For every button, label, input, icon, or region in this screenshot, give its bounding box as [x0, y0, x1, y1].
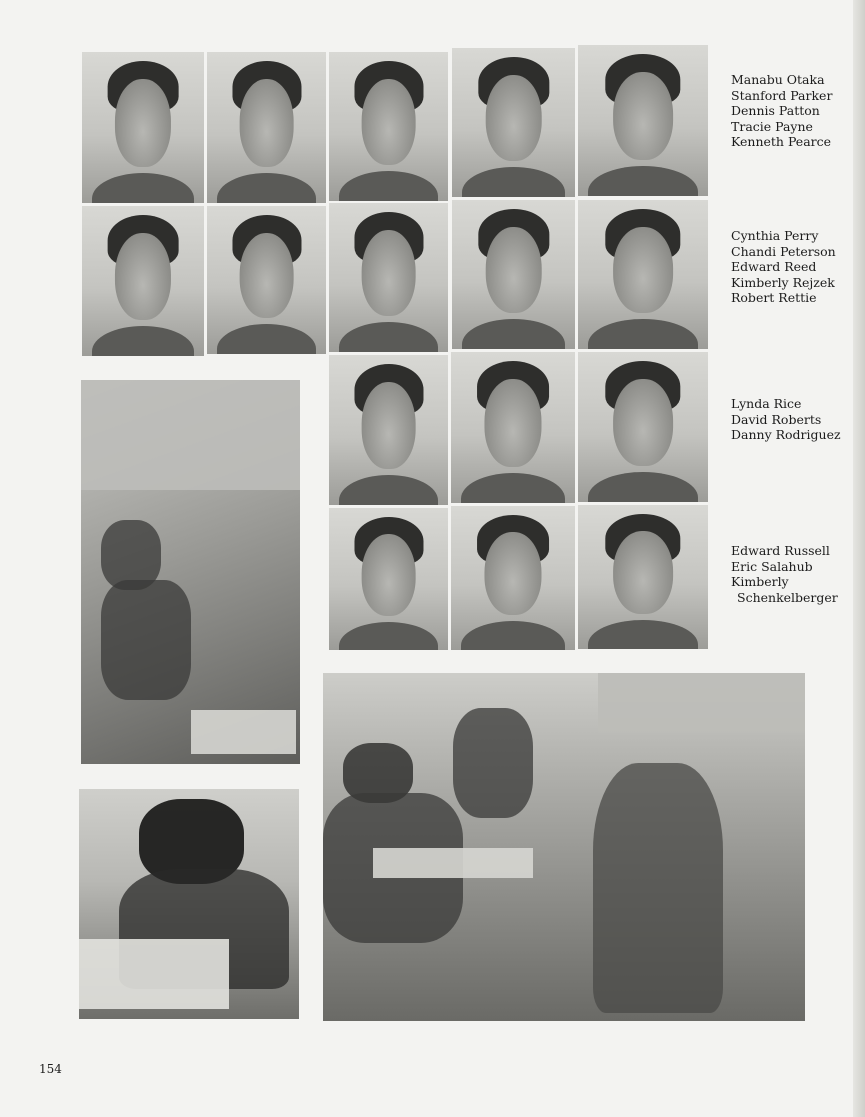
portrait-tracie-payne — [452, 48, 575, 197]
portrait-kenneth-pearce — [578, 45, 708, 196]
student-name: Danny Rodriguez — [731, 427, 841, 442]
classroom-candid-photo-large — [323, 673, 805, 1021]
portrait-robert-rettie — [578, 200, 708, 349]
student-name: Tracie Payne — [731, 118, 813, 134]
student-name: David Roberts — [731, 411, 822, 427]
name-list-row-1 — [731, 72, 832, 150]
page-number: 154 — [39, 1062, 62, 1076]
portrait-kimberly-rejzek — [452, 200, 575, 349]
student-name: Kimberly — [731, 574, 789, 589]
student-name: Eric Salahub — [731, 558, 813, 574]
student-name: Edward Russell — [731, 543, 830, 558]
portrait-edward-reed — [329, 203, 448, 352]
page-edge — [853, 0, 865, 1117]
student-name: Stanford Parker — [731, 87, 833, 103]
name-list-row-3 — [731, 396, 841, 443]
student-name: Robert Rettie — [731, 290, 817, 305]
student-name: Lynda Rice — [731, 396, 802, 411]
student-reading-candid-photo — [79, 789, 299, 1019]
name-list-row-4 — [731, 543, 838, 605]
portrait-david-roberts — [451, 352, 575, 503]
student-name: Edward Reed — [731, 259, 817, 274]
student-name: Chandi Peterson — [731, 243, 836, 259]
portrait-lynda-rice — [329, 355, 448, 505]
student-name: Kenneth Pearce — [731, 134, 832, 149]
student-name: Schenkelberger — [737, 589, 838, 605]
portrait-kimberly-schenkelberger — [578, 505, 708, 649]
student-name: Manabu Otaka — [731, 72, 825, 87]
portrait-edward-russell — [329, 508, 448, 650]
classroom-candid-photo-left — [81, 380, 300, 764]
student-name: Kimberly Rejzek — [731, 274, 835, 290]
portrait-cynthia-perry — [82, 206, 204, 356]
name-list-row-2 — [731, 228, 836, 306]
portrait-eric-salahub — [451, 506, 575, 650]
student-name: Dennis Patton — [731, 103, 820, 118]
portrait-chandi-peterson — [207, 206, 326, 354]
student-name: Cynthia Perry — [731, 228, 819, 243]
portrait-dennis-patton — [329, 52, 448, 201]
portrait-danny-rodriguez — [578, 352, 708, 502]
portrait-manabu-otaka — [82, 52, 204, 203]
portrait-stanford-parker — [207, 52, 326, 203]
